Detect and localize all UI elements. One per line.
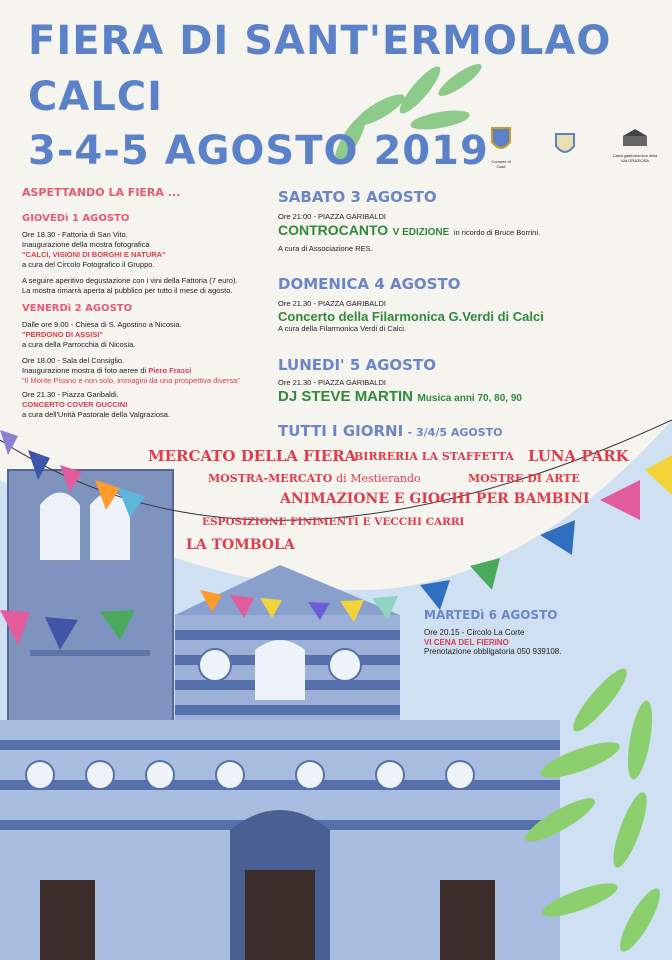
venerdi-line: Ore 18.00 - Sala del Consiglio. [22, 356, 125, 365]
martedi-booking: Prenotazione obbligatoria 050 939108. [424, 647, 562, 656]
feature-mercato: MERCATO DELLA FIERA [148, 447, 357, 465]
page-title: FIERA DI SANT'ERMOLAO [28, 18, 612, 64]
venerdi-title: VENERDì 2 AGOSTO [22, 303, 133, 314]
sabato-time: Ore 21:00 - PIAZZA GARIBALDI [278, 212, 386, 221]
giovedi-section [22, 214, 277, 296]
aspettando-heading: ASPETTANDO LA FIERA ... [22, 186, 181, 199]
martedi-event: VI CENA DEL FIERINO [424, 638, 509, 647]
feature-luna-park: LUNA PARK [528, 447, 629, 465]
feature-animazione: ANIMAZIONE E GIOCHI PER BAMBINI [280, 491, 590, 507]
giovedi-highlight: "CALCI, VISIONI DI BORGHI E NATURA" [22, 250, 166, 259]
giovedi-title: GIOVEDì 1 AGOSTO [22, 213, 130, 224]
sabato-event: CONTROCANTO [278, 222, 389, 238]
sabato-title: SABATO 3 AGOSTO [278, 188, 437, 206]
feature-esposizione: ESPOSIZIONE FINIMENTI E VECCHI CARRI [202, 516, 465, 528]
sabato-section [278, 188, 658, 254]
feature-mostre-arte: MOSTRE DI ARTE [468, 472, 580, 485]
venerdi-section [22, 304, 277, 420]
venerdi-line: Ore 21.30 - Piazza Garibaldi. [22, 390, 119, 399]
shield-icon [554, 132, 576, 158]
sabato-edition: V EDIZIONE [392, 227, 450, 238]
domenica-event: Concerto della Filarmonica G.Verdi di Calci [278, 309, 544, 324]
comune-logo: Comune di Calci [488, 126, 514, 169]
sabato-credit: A cura di Associazione RES. [278, 244, 373, 253]
coat-of-arms-icon [490, 126, 512, 154]
domenica-section [278, 275, 668, 334]
lunedi-title: LUNEDI' 5 AGOSTO [278, 356, 436, 374]
martedi-section [424, 608, 664, 657]
tutti-title: TUTTI I GIORNI [278, 422, 404, 440]
venerdi-line: "Il Monte Pisano e non solo, immagini da una prospettiva diversa" [22, 376, 240, 385]
venerdi-line: a cura dell'Unità Pastorale della Valgraziosa. [22, 410, 171, 419]
lunedi-music: Musica anni 70, 80, 90 [417, 393, 522, 404]
lunedi-time: Ore 21.30 - PIAZZA GARIBALDI [278, 378, 386, 387]
martedi-time: Ore 20.15 - Circolo La Corte [424, 628, 525, 637]
page-title-location: CALCI [28, 74, 164, 120]
giovedi-line: A seguire aperitivo degustazione con i vini della Fattoria (7 euro). [22, 276, 238, 285]
giovedi-line: La mostra rimarrà aperta al pubblico per tutto il mese di agosto. [22, 286, 233, 295]
photographer-name: Piero Frassi [148, 366, 192, 375]
feature-mostra-mercato: MOSTRA-MERCATO di Mestierando [208, 472, 421, 485]
giovedi-line: a cura del Circolo Fotografico il Gruppo. [22, 260, 155, 269]
venerdi-line: a cura della Parrocchia di Nicosia. [22, 340, 136, 349]
page-title-dates: 3-4-5 AGOSTO 2019 [28, 128, 489, 174]
venerdi-highlight: "PERDONO DI ASSISI" [22, 330, 104, 339]
feature-birreria: BIRRERIA LA STAFFETTA [354, 450, 514, 463]
giovedi-line: Inaugurazione della mostra fotografica [22, 240, 150, 249]
venerdi-line: Inaugurazione mostra di foto aeree di Piero Frassi [22, 366, 192, 375]
lunedi-section [278, 356, 668, 406]
lunedi-event-line [278, 388, 668, 406]
tutti-dates: - 3/4/5 AGOSTO [407, 426, 503, 439]
venerdi-line: Dalle ore 9.00 - Chiesa di S. Agostino a Nicosia. [22, 320, 182, 329]
valgraziosa-logo: Carta gastronomica della VALGRAZIOSA [612, 128, 658, 163]
domenica-time: Ore 21.30 - PIAZZA GARIBALDI [278, 299, 386, 308]
venerdi-highlight: CONCERTO COVER GUCCINI [22, 400, 128, 409]
giovedi-line: Ore 18.30 - Fattoria di San Vito. [22, 230, 128, 239]
sabato-memory: in ricordo di Bruce Borrini. [453, 228, 541, 237]
feature-tombola: LA TOMBOLA [186, 537, 295, 553]
domenica-title: DOMENICA 4 AGOSTO [278, 275, 461, 293]
lunedi-event: DJ STEVE MARTIN [278, 388, 414, 405]
valgraziosa-emblem [554, 132, 576, 163]
building-icon [620, 128, 650, 148]
tutti-section [278, 422, 503, 441]
domenica-credit: A cura della Filarmonica Verdi di Calci. [278, 324, 406, 333]
sabato-event-line [278, 222, 658, 240]
martedi-title: MARTEDì 6 AGOSTO [424, 608, 558, 622]
